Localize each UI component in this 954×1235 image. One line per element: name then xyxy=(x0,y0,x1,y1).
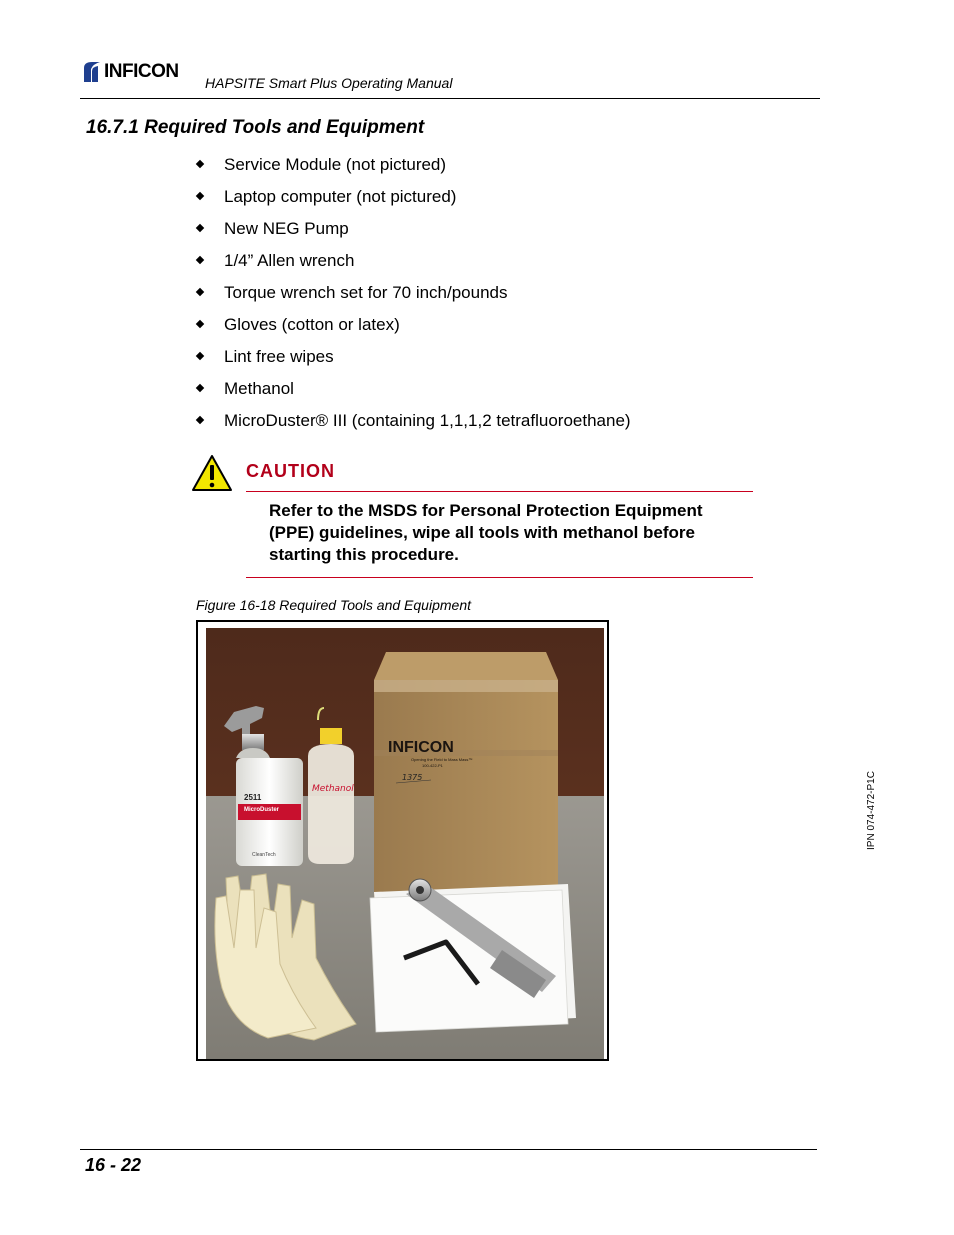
logo-text: INFICON xyxy=(104,61,179,82)
section-title: 16.7.1 Required Tools and Equipment xyxy=(86,117,425,138)
footer-divider xyxy=(80,1149,817,1150)
list-item-text: New NEG Pump xyxy=(224,219,349,238)
caution-label: CAUTION xyxy=(246,461,335,481)
list-item-text: Laptop computer (not pictured) xyxy=(224,187,457,206)
can-brand: MicroDuster xyxy=(244,807,280,813)
tools-photo xyxy=(206,628,604,1059)
list-item-text: 1/4” Allen wrench xyxy=(224,251,355,270)
box-handwritten-number: 1375 xyxy=(402,773,423,782)
list-item-text: Lint free wipes xyxy=(224,347,334,366)
bullet-diamond-icon xyxy=(196,288,204,296)
caution-text: Refer to the MSDS for Personal Protection Equipment (PPE) guidelines, wipe all tools with methanol before starting this procedure. xyxy=(269,501,703,564)
bullet-diamond-icon xyxy=(196,416,204,424)
list-item-text: Methanol xyxy=(224,379,294,398)
document-part-number: IPN 074-472-P1C xyxy=(866,771,877,850)
can-number: 2511 xyxy=(244,793,262,802)
list-item-text: Gloves (cotton or latex) xyxy=(224,315,400,334)
can-maker: CleanTech xyxy=(252,852,276,858)
list-item-text: Torque wrench set for 70 inch/pounds xyxy=(224,283,508,302)
bullet-diamond-icon xyxy=(196,320,204,328)
box-brand: INFICON xyxy=(388,739,454,756)
caution-divider-bottom xyxy=(246,577,753,578)
bullet-diamond-icon xyxy=(196,192,204,200)
inficon-logo-mark-icon xyxy=(80,60,102,84)
caution-divider-top xyxy=(246,491,753,492)
figure-frame xyxy=(196,620,609,1061)
inficon-logo xyxy=(80,58,196,86)
bullet-diamond-icon xyxy=(196,256,204,264)
list-item-text: MicroDuster® III (containing 1,1,1,2 tetrafluoroethane) xyxy=(224,411,631,430)
warning-triangle-icon xyxy=(191,454,233,492)
bottle-label: Methanol xyxy=(312,784,354,794)
list-item-text: Service Module (not pictured) xyxy=(224,155,447,174)
box-tagline: Opening the Field to Mass Mass™ xyxy=(411,757,473,762)
bullet-diamond-icon xyxy=(196,160,204,168)
lint-free-wipes xyxy=(370,884,576,1032)
bullet-diamond-icon xyxy=(196,384,204,392)
inficon-box xyxy=(374,652,558,900)
bullet-diamond-icon xyxy=(196,352,204,360)
bullet-diamond-icon xyxy=(196,224,204,232)
header-divider xyxy=(80,98,820,99)
page-number: 16 - 22 xyxy=(85,1155,142,1175)
manual-title: HAPSITE Smart Plus Operating Manual xyxy=(205,75,453,91)
box-part-number: 100-422-P1 xyxy=(422,763,443,768)
figure-caption: Figure 16-18 Required Tools and Equipment xyxy=(196,597,471,613)
